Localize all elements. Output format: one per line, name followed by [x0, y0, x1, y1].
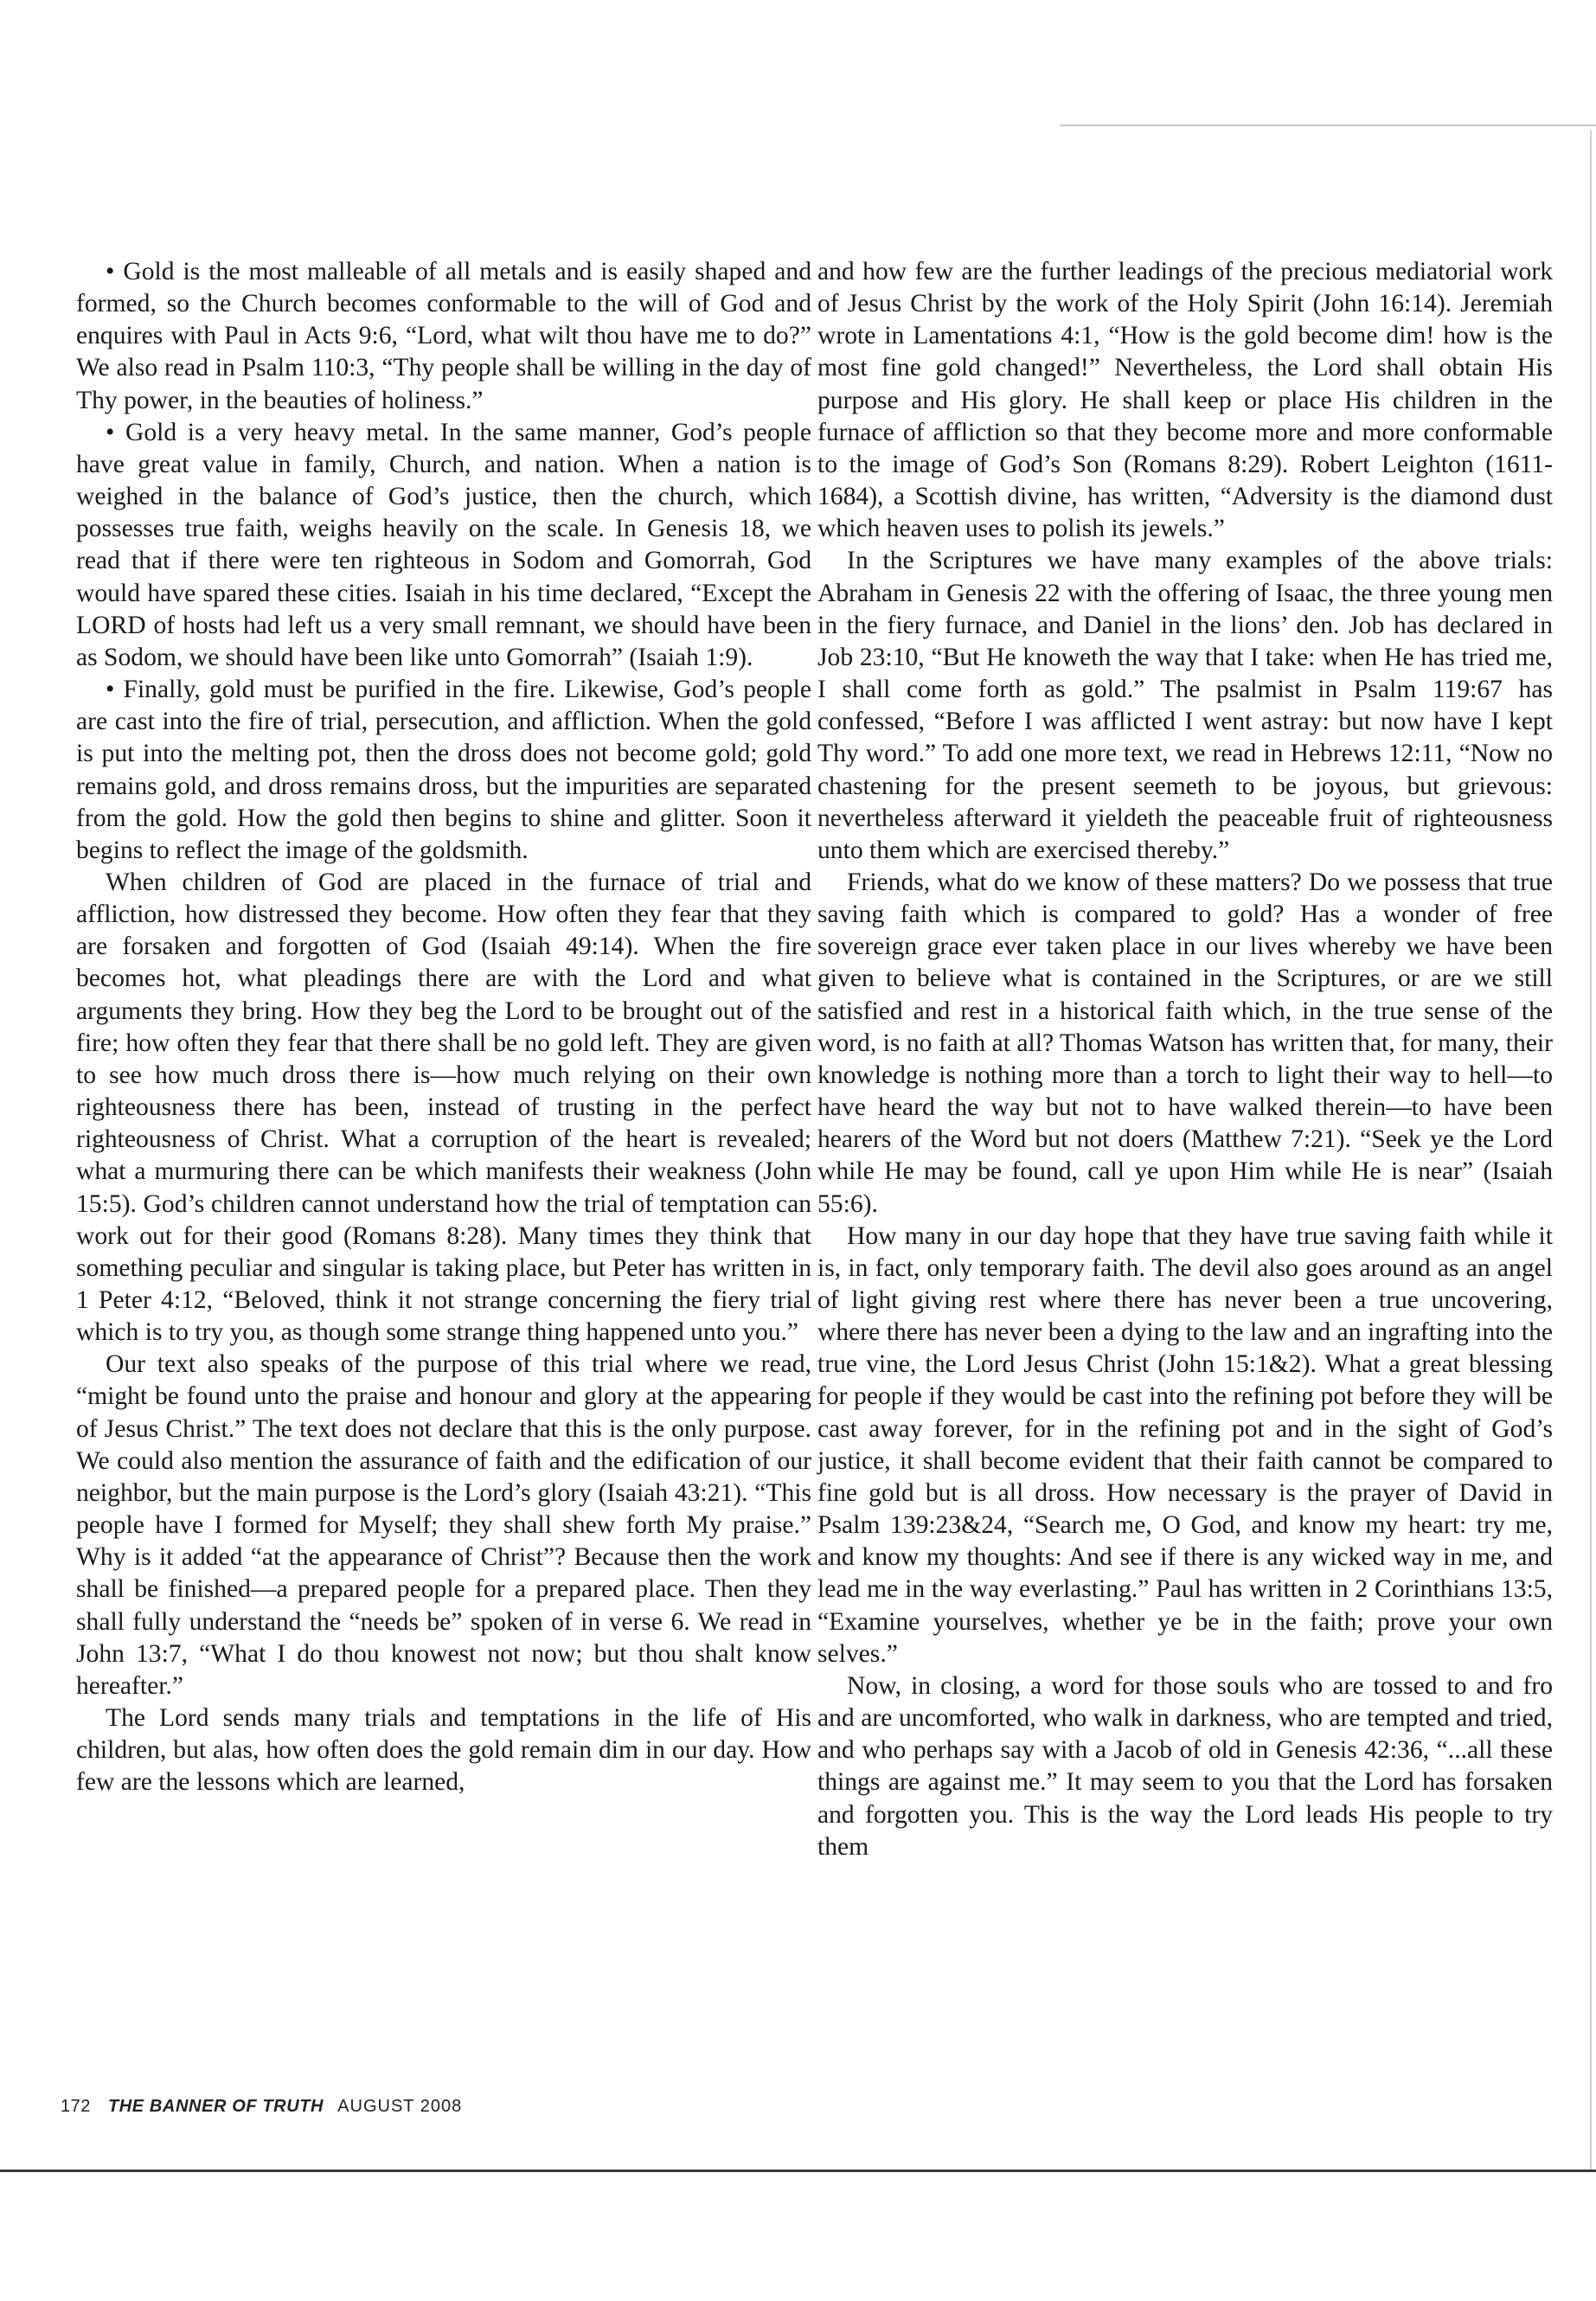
- paragraph: Friends, what do we know of these matters? Do we possess that true saving faith which is compared to gold? Has a wonder of free sovereign grace ever taken place in our lives whereby we have been given to believe what is contained in the Scriptures, or are we still satisfied and rest in a historical faith which, in the true sense of the word, is no faith at all? Thomas Watson has written that, for many, their knowledge is nothing more than a torch to light their way to hell—to have heard the way but not to have walked therein—to have been hearers of the Word but not doers (Matthew 7:21). “Seek ye the Lord while He may be found, call ye upon Him while He is near” (Isaiah 55:6).: [817, 868, 1553, 1218]
- bottom-rule: [0, 2170, 1596, 2172]
- paragraph: • Gold is a very heavy metal. In the same manner, God’s people have great value in family, Church, and nation. When a nation is weighed in the balance of God’s justice, then the church, which possesses true faith, weighs heavily on the scale. In Genesis 18, we read that if there were ten righteous in Sodom and Gomorrah, God would have spared these cities. Isaiah in his time declared, “Except the LORD of hosts had left us a very small remnant, we should have been as Sodom, we should have been like unto Gomorrah” (Isaiah 1:9).: [76, 418, 811, 671]
- issue-date: AUGUST 2008: [337, 2097, 463, 2116]
- top-rule: [1060, 125, 1596, 126]
- paragraph: The Lord sends many trials and temptations in the life of His children, but alas, how often does the gold remain dim in our day. How few are the lessons which are learned,: [76, 1704, 811, 1797]
- page-number: 172: [61, 2097, 91, 2116]
- right-column: [817, 256, 1553, 1863]
- page-edge: [1590, 130, 1592, 2171]
- left-column: [76, 256, 811, 1799]
- paragraph: In the Scriptures we have many examples of the above trials: Abraham in Genesis 22 with the offering of Isaac, the three young men in the fiery furnace, and Daniel in the lions’ den. Job has declared in Job 23:10, “But He knoweth the way that I take: when He has tried me, I shall come forth as gold.” The psalmist in Psalm 119:67 has confessed, “Before I was afflicted I went astray: but now have I kept Thy word.” To add one more text, we read in Hebrews 12:11, “Now no chastening for the present seemeth to be joyous, but grievous: nevertheless afterward it yieldeth the peaceable fruit of righteousness unto them which are exercised thereby.”: [817, 547, 1553, 864]
- paragraph: Now, in closing, a word for those souls who are tossed to and fro and are uncomforted, who walk in darkness, who are tempted and tried, and who perhaps say with a Jacob of old in Genesis 42:36, “...all these things are against me.” It may seem to you that the Lord has forsaken and forgotten you. This is the way the Lord leads His people to try them: [817, 1671, 1553, 1861]
- paragraph: How many in our day hope that they have true saving faith while it is, in fact, only temporary faith. The devil also goes around as an angel of light giving rest where there has never been a true uncovering, where there has never been a dying to the law and an ingrafting into the true vine, the Lord Jesus Christ (John 15:1&2). What a great blessing for people if they would be cast into the refining pot before they will be cast away forever, for in the refining pot and in the sight of God’s justice, it shall become evident that their faith cannot be compared to fine gold but is all dross. How necessary is the prayer of David in Psalm 139:23&24, “Search me, O God, and know my heart: try me, and know my thoughts: And see if there is any wicked way in me, and lead me in the way everlasting.” Paul has written in 2 Corinthians 13:5, “Examine yourselves, whether ye be in the faith; prove your own selves.”: [817, 1221, 1553, 1668]
- paragraph: Our text also speaks of the purpose of this trial where we read, “might be found unto the praise and honour and glory at the appearing of Jesus Christ.” The text does not declare that this is the only purpose. We could also mention the assurance of faith and the edification of our neighbor, but the main purpose is the Lord’s glory (Isaiah 43:21). “This people have I formed for Myself; they shall shew forth My praise.” Why is it added “at the appearance of Christ”? Because then the work shall be finished—a prepared people for a prepared place. Then they shall fully understand the “needs be” spoken of in verse 6. We read in John 13:7, “What I do thou knowest not now; but thou shalt know hereafter.”: [76, 1350, 811, 1700]
- magazine-title: THE BANNER OF TRUTH: [107, 2097, 324, 2116]
- paragraph: and how few are the further leadings of the precious mediatorial work of Jesus Christ by the work of the Holy Spirit (John 16:14). Jeremiah wrote in Lamentations 4:1, “How is the gold become dim! how is the most fine gold changed!” Nevertheless, the Lord shall obtain His purpose and His glory. He shall keep or place His children in the furnace of affliction so that they become more and more conformable to the image of God’s Son (Romans 8:29). Robert Leighton (1611-1684), a Scottish divine, has written, “Adversity is the diamond dust which heaven uses to polish its jewels.”: [817, 258, 1553, 543]
- paragraph: • Gold is the most malleable of all metals and is easily shaped and formed, so the Church becomes conformable to the will of God and enquires with Paul in Acts 9:6, “Lord, what wilt thou have me to do?” We also read in Psalm 110:3, “Thy people shall be willing in the day of Thy power, in the beauties of holiness.”: [76, 258, 811, 414]
- page-footer: [61, 2097, 462, 2117]
- paragraph: • Finally, gold must be purified in the fire. Likewise, God’s people are cast into the fire of trial, persecution, and affliction. When the gold is put into the melting pot, then the dross does not become gold; gold remains gold, and dross remains dross, but the impurities are separated from the gold. How the gold then begins to shine and glitter. Soon it begins to reflect the image of the goldsmith.: [76, 676, 811, 864]
- paragraph: When children of God are placed in the furnace of trial and affliction, how distressed they become. How often they fear that they are forsaken and forgotten of God (Isaiah 49:14). When the fire becomes hot, what pleadings there are with the Lord and what arguments they bring. How they beg the Lord to be brought out of the fire; how often they fear that there shall be no gold left. They are given to see how much dross there is—how much relying on their own righteousness there has been, instead of trusting in the perfect righteousness of Christ. What a corruption of the heart is revealed; what a murmuring there can be which manifests their weakness (John 15:5). God’s children cannot understand how the trial of temptation can work out for their good (Romans 8:28). Many times they think that something peculiar and singular is taking place, but Peter has written in 1 Peter 4:12, “Beloved, think it not strange concerning the fiery trial which is to try you, as though some strange thing happened unto you.”: [76, 868, 811, 1347]
